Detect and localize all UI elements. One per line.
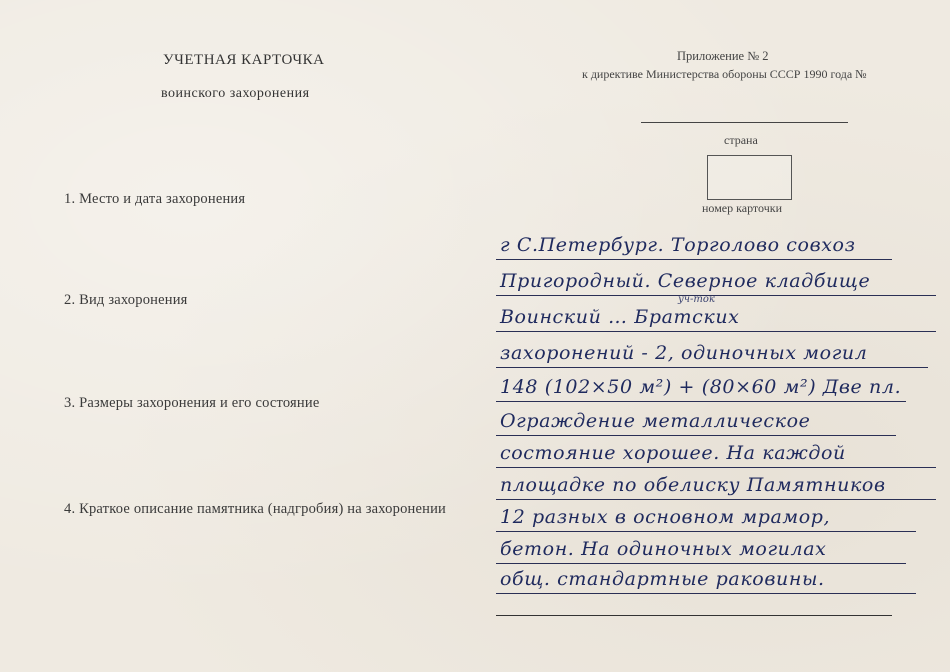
country-line [641,122,848,123]
appendix-title: Приложение № 2 [677,49,769,63]
handwritten-line: захоронений - 2, одиночных могил [500,342,868,364]
blank-underline [496,615,892,616]
field-label-burial-type: 2. Вид захоронения [64,292,188,308]
field-label-burial-place: 1. Место и дата захоронения [64,191,246,207]
handwritten-underline [496,259,892,260]
handwritten-line: Пригородный. Северное кладбище [500,270,871,292]
card-number-box [707,155,792,200]
handwritten-line: 12 разных в основном мрамор, [500,506,831,528]
handwritten-underline [496,435,896,436]
card-number-label: номер карточки [702,201,782,215]
handwritten-insert-note: уч-ток [678,294,715,305]
handwritten-line: площадке по обелиску Памятников [500,474,886,496]
handwritten-underline [496,563,906,564]
handwritten-underline [496,593,916,594]
card-title: УЧЕТНАЯ КАРТОЧКА [163,52,325,68]
appendix-text: к директиве Министерства обороны СССР 1990 года № [582,67,867,81]
handwritten-underline [496,531,916,532]
handwritten-line: Воинский … Братских [500,306,740,328]
handwritten-underline [496,401,906,402]
field-label-burial-size: 3. Размеры захоронения и его состояние [64,395,320,411]
field-label-monument-description: 4. Краткое описание памятника (надгробия) на захоронении [64,501,447,517]
handwritten-line: состояние хорошее. На каждой [500,442,846,464]
handwritten-line: 148 (102×50 м²) + (80×60 м²) Две пл. [500,376,902,398]
handwritten-line: г С.Петербург. Торголово совхоз [500,234,856,256]
country-label: страна [724,133,758,147]
handwritten-underline [496,331,936,332]
handwritten-line: общ. стандартные раковины. [500,568,825,590]
handwritten-underline [496,367,928,368]
card-subtitle: воинского захоронения [161,86,310,101]
handwritten-line: бетон. На одиночных могилах [500,538,827,560]
handwritten-underline [496,467,936,468]
handwritten-underline [496,295,936,296]
handwritten-underline [496,499,936,500]
handwritten-line: Ограждение металлическое [500,410,811,432]
